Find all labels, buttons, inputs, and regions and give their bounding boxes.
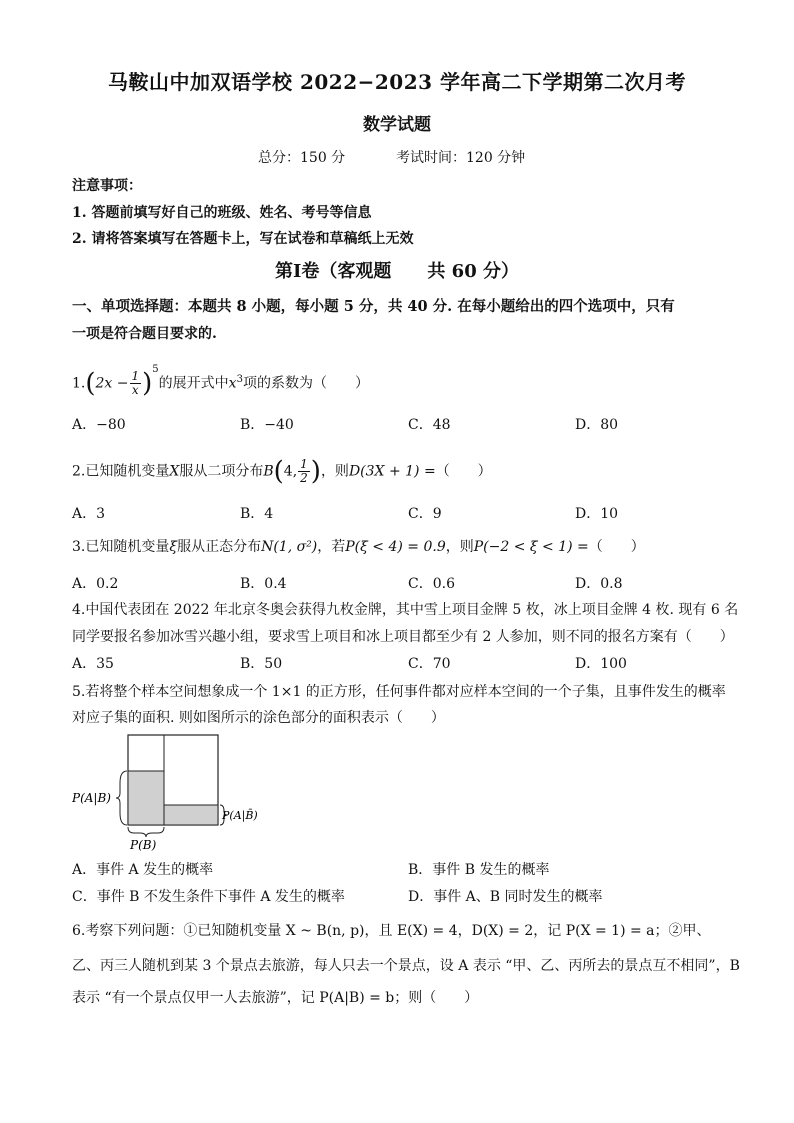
option-a: A．事件 A 发生的概率 [72,862,214,878]
question-6 [72,921,711,941]
shaded-region-right [164,805,218,825]
q3-expr: P(−2 < ξ < 1) = [473,539,589,555]
q4-text-line2: 同学要报名参加冰雪兴趣小组，要求雪上项目和冰上项目都至少有 2 人参加，则不同的报名方案有（ ） [72,629,734,645]
label-p-a-given-not-b: P(A|B̄) [222,809,258,822]
section-instruction: 一项是符合题目要求的. [72,326,217,342]
option-a: A．35 [72,656,114,672]
q1-term-power: 3 [236,374,243,385]
q1-power: 5 [152,364,159,375]
question-number: 6. [72,923,86,939]
q3-tail: （ ） [588,539,645,555]
section-instruction: 一、单项选择题：本题共 8 小题，每小题 5 分，共 40 分. 在每小题给出的四个选项中，只有 [72,298,675,315]
q3-text: ，则 [445,539,474,555]
q3-text: 已知随机变量 [85,539,170,555]
option-d: D．0.8 [575,576,623,592]
question-number: 3. [72,539,86,555]
q3-condition: P(ξ < 4) = 0.9 [345,539,446,555]
section-title: 第Ⅰ卷（客观题 共 60 分） [274,261,519,282]
option-d: D．80 [575,417,619,433]
q3-var: ξ [169,539,178,555]
bottom-brace [128,827,164,837]
probability-area-figure [72,733,272,853]
option-b: B．50 [240,656,283,672]
option-b: B．事件 B 发生的概率 [408,862,550,878]
option-b: B．4 [240,506,274,522]
q1-fraction: $\frac{1}{x}$ [131,369,140,398]
question-4 [72,600,738,620]
question-number: 5. [72,684,86,700]
option-d: D．100 [575,656,627,672]
q3-dist: N(1, σ²) [261,539,318,555]
option-a: A．3 [72,506,106,522]
q6-text: 考察下列问题：①已知随机变量 X ~ B(n, p)，且 E(X) = 4，D(X) = 2，记 P(X = 1) = a；②甲、 [85,923,711,939]
label-p-b: P(B) [130,838,157,852]
question-2: 2.已知随机变量X服从二项分布B(4, $\frac{1}{2}$ )，则D(3X + 1) =（ ） [72,456,492,487]
option-a: A．−80 [72,417,126,433]
question-3 [72,537,645,557]
q5-text: 若将整个样本空间想象成一个 1×1 的正方形，任何事件都对应样本空间的一个子集，且事件发生的概率 [85,684,726,700]
q1-expr: 2x − [95,375,129,392]
option-c: C．事件 B 不发生条件下事件 A 发生的概率 [72,889,345,905]
q3-text: 服从正态分布 [177,539,262,555]
question-5 [72,682,726,702]
q3-text: ，若 [317,539,346,555]
question-number: 1. [72,375,86,392]
option-c: C．0.6 [408,576,455,592]
q2-fraction: $\frac{1}{2}$ [300,457,308,485]
question-1: 1.(2x − $\frac{1}{x}$ )$^5$的展开式中$x^3$项的系数为（ ） [72,364,369,399]
q6-text-line3: 表示 “有一个景点仅甲一人去旅游”，记 P(A|B) = b；则（ ） [72,990,479,1006]
question-number: 4. [72,602,86,618]
shaded-region-left [128,771,164,825]
notes-heading: 注意事项： [72,178,142,194]
q2-text: 已知随机变量 [85,463,170,480]
q5-text-line2: 对应子集的面积. 则如图所示的涂色部分的面积表示（ ） [72,710,445,726]
note-item: 1. 答题前填写好自己的班级、姓名、考号等信息 [72,205,372,221]
q2-text: 服从二项分布 [179,463,264,480]
exam-subtitle: 数学试题 [363,115,431,135]
option-c: C．9 [408,506,442,522]
q2-dist: B [263,463,274,480]
question-number: 2. [72,463,86,480]
exam-title: 马鞍山中加双语学校 2022−2023 学年高二下学期第二次月考 [107,70,686,94]
option-b: B．−40 [240,417,294,433]
q6-text-line2: 乙、丙三人随机到某 3 个景点去旅游，每人只去一个景点，设 A 表示 “甲、乙、丙所去的景点互不相同”，B [72,958,740,974]
exam-time: 考试时间：120 分钟 [396,150,526,166]
q1-text: 的展开式中 [158,375,229,392]
q2-tail: （ ） [435,463,492,480]
q2-text: ，则 [320,463,349,480]
total-score: 总分：150 分 [258,150,346,166]
option-b: B．0.4 [240,576,287,592]
q2-dist-param: 4, [283,463,298,480]
q2-expr: D(3X + 1) = [348,463,436,480]
option-a: A．0.2 [72,576,119,592]
q1-term: x [228,375,237,392]
q2-var: X [169,463,180,480]
option-d: D．10 [575,506,619,522]
option-c: C．70 [408,656,451,672]
q1-tail: 项的系数为（ ） [242,375,369,392]
option-c: C．48 [408,417,451,433]
note-item: 2. 请将答案填写在答题卡上，写在试卷和草稿纸上无效 [72,231,414,247]
label-p-a-given-b: P(A|B) [72,791,111,805]
q4-text: 中国代表团在 2022 年北京冬奥会获得九枚金牌，其中雪上项目金牌 5 枚，冰上项目金牌 4 枚. 现有 6 名 [85,602,739,618]
left-brace [116,771,127,825]
option-d: D．事件 A、B 同时发生的概率 [408,889,603,905]
